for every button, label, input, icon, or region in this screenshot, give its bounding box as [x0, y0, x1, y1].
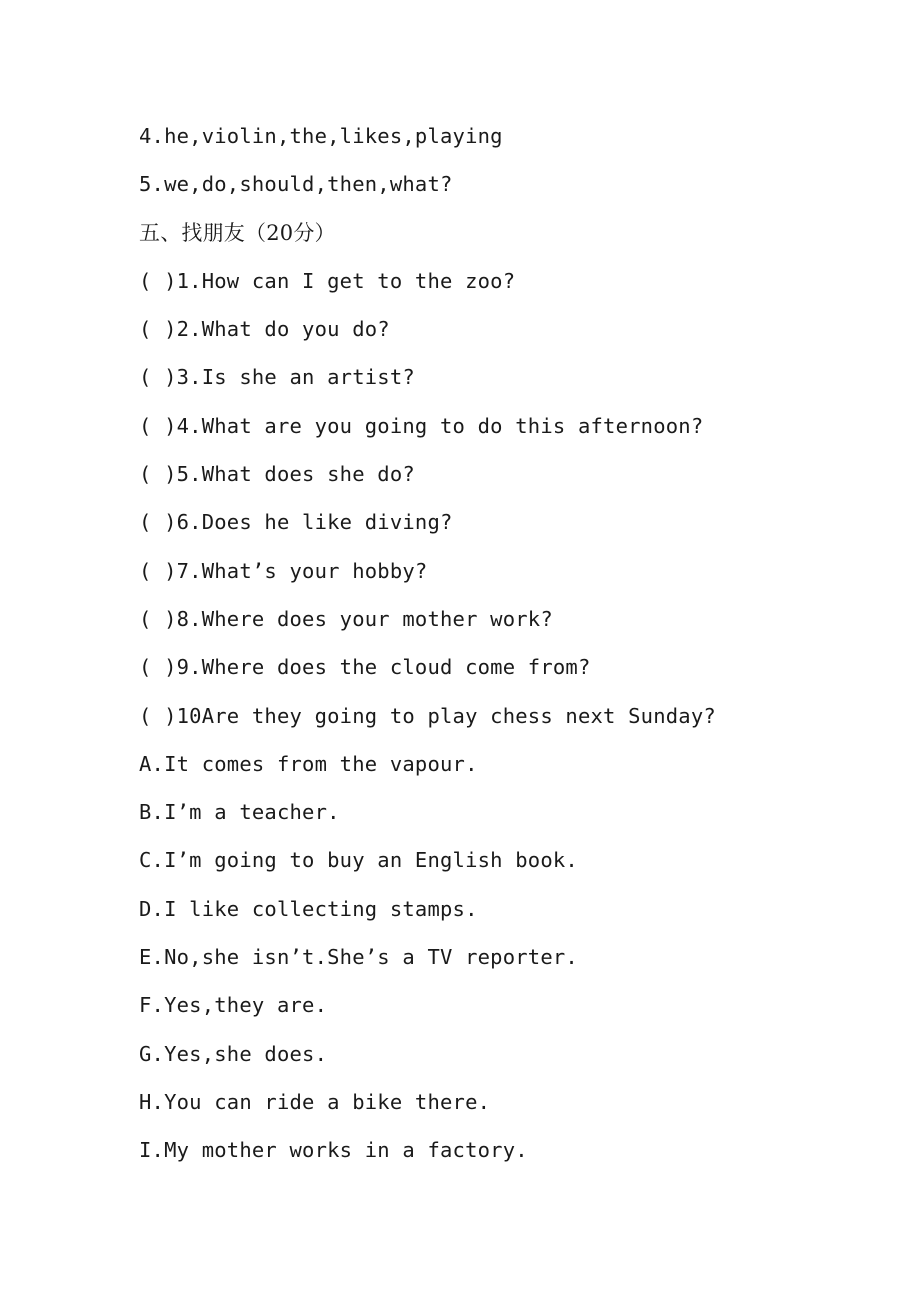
- answer-h: H.You can ride a bike there.: [139, 1089, 491, 1114]
- section-heading: 五、找朋友（20分）: [139, 220, 336, 245]
- answer-i: I.My mother works in a factory.: [139, 1138, 528, 1163]
- answer-b: B.I’m a teacher.: [139, 800, 340, 825]
- document-body: [139, 112, 859, 1175]
- unscramble-item-5: 5.we,do,should,then,what?: [139, 172, 453, 197]
- answer-f: F.Yes,they are.: [139, 993, 328, 1018]
- unscramble-item-4: 4.he,violin,the,likes,playing: [139, 124, 503, 148]
- question-2: ( )2.What do you do?: [139, 317, 390, 342]
- question-10: ( )10Are they going to play chess next Sunday?: [139, 703, 716, 728]
- question-3: ( )3.Is she an artist?: [139, 365, 415, 390]
- question-4: ( )4.What are you going to do this afternoon?: [139, 413, 704, 438]
- question-1: ( )1.How can I get to the zoo?: [139, 268, 516, 293]
- answer-g: G.Yes,she does.: [139, 1041, 328, 1066]
- question-8: ( )8.Where does your mother work?: [139, 606, 553, 631]
- question-5: ( )5.What does she do?: [139, 462, 415, 487]
- answer-a: A.It comes from the vapour.: [139, 751, 478, 776]
- question-6: ( )6.Does he like diving?: [139, 510, 453, 535]
- answer-d: D.I like collecting stamps.: [139, 896, 478, 921]
- answer-e: E.No,she isn’t.She’s a TV reporter.: [139, 945, 578, 970]
- question-9: ( )9.Where does the cloud come from?: [139, 655, 591, 680]
- answer-c: C.I’m going to buy an English book.: [139, 848, 578, 873]
- question-7: ( )7.What’s your hobby?: [139, 558, 428, 583]
